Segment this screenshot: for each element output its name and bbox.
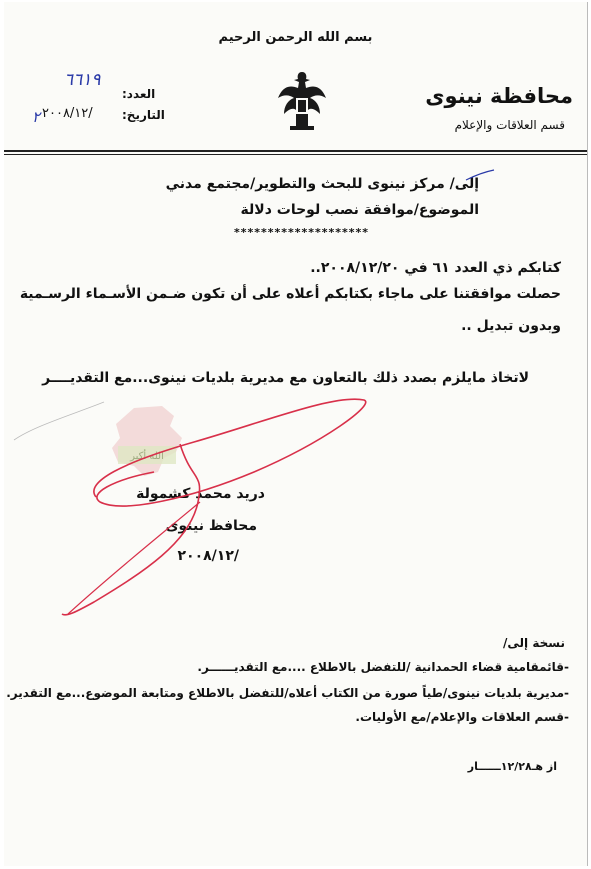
signatory-name: دريد محمد كشمولة bbox=[136, 486, 265, 502]
body-line-2: حصلت موافقتنا على ماجاء بكتابكم أعلاه على أن تكون ضـمن الأسـماء الرسـمية bbox=[19, 286, 561, 302]
body-line-3: وبدون تبديل .. bbox=[461, 318, 561, 334]
official-stamp bbox=[104, 402, 194, 482]
number-label: العدد: bbox=[122, 87, 156, 101]
date-label: التاريخ: bbox=[122, 108, 165, 122]
signature-date: /٢٠٠٨/١٢ bbox=[177, 548, 239, 564]
number-value: ٦٦١٩ bbox=[64, 70, 101, 90]
copies-item: -قسم العلاقات والإعلام/مع الأوليات. bbox=[355, 710, 569, 724]
signatory-title: محافظ نينوى bbox=[165, 518, 257, 534]
stamp-text: الله أكبر bbox=[130, 451, 164, 462]
date-value: ٢٠٠٨/١٢/ bbox=[42, 106, 93, 121]
date-handwritten-day: ٢ bbox=[32, 108, 41, 126]
department-name: قسم العلاقات والإعلام bbox=[454, 118, 565, 132]
copies-item: -مديرية بلديات نينوى/طياً صورة من الكتاب أعلاه/للتفضل بالاطلاع ومتابعة الموضوع...مع التقدير. bbox=[6, 686, 569, 700]
footer-reference: از هـ١٢/٢٨ــــــار bbox=[467, 760, 557, 773]
body-line-4: لاتخاذ مايلزم بصدد ذلك بالتعاون مع مديرية بلديات نينوى...مع التقديــــر bbox=[42, 370, 529, 386]
body-line-1: كتابكم ذي العدد ٦١ في ٢٠٠٨/١٢/٢٠.. bbox=[310, 260, 561, 276]
letter-page bbox=[4, 2, 588, 866]
copies-heading: نسخة إلى/ bbox=[503, 636, 565, 650]
governorate-title: محافظة نينوى bbox=[425, 84, 573, 108]
basmala: بسم الله الرحمن الرحيم bbox=[218, 30, 373, 45]
separator-stars: ******************** bbox=[234, 226, 370, 239]
eagle-emblem-icon bbox=[276, 68, 328, 132]
subject-line: الموضوع/موافقة نصب لوحات دلالة bbox=[240, 202, 479, 218]
copies-item: -قائمقامية قضاء الحمدانية /للتفضل بالاطلاع ....مع التقديــــــر. bbox=[197, 660, 569, 674]
header-divider bbox=[4, 150, 587, 152]
recipient-line: إلى/ مركز نينوى للبحث والتطوير/مجتمع مدني bbox=[165, 176, 479, 192]
header-divider-thin bbox=[4, 154, 587, 155]
